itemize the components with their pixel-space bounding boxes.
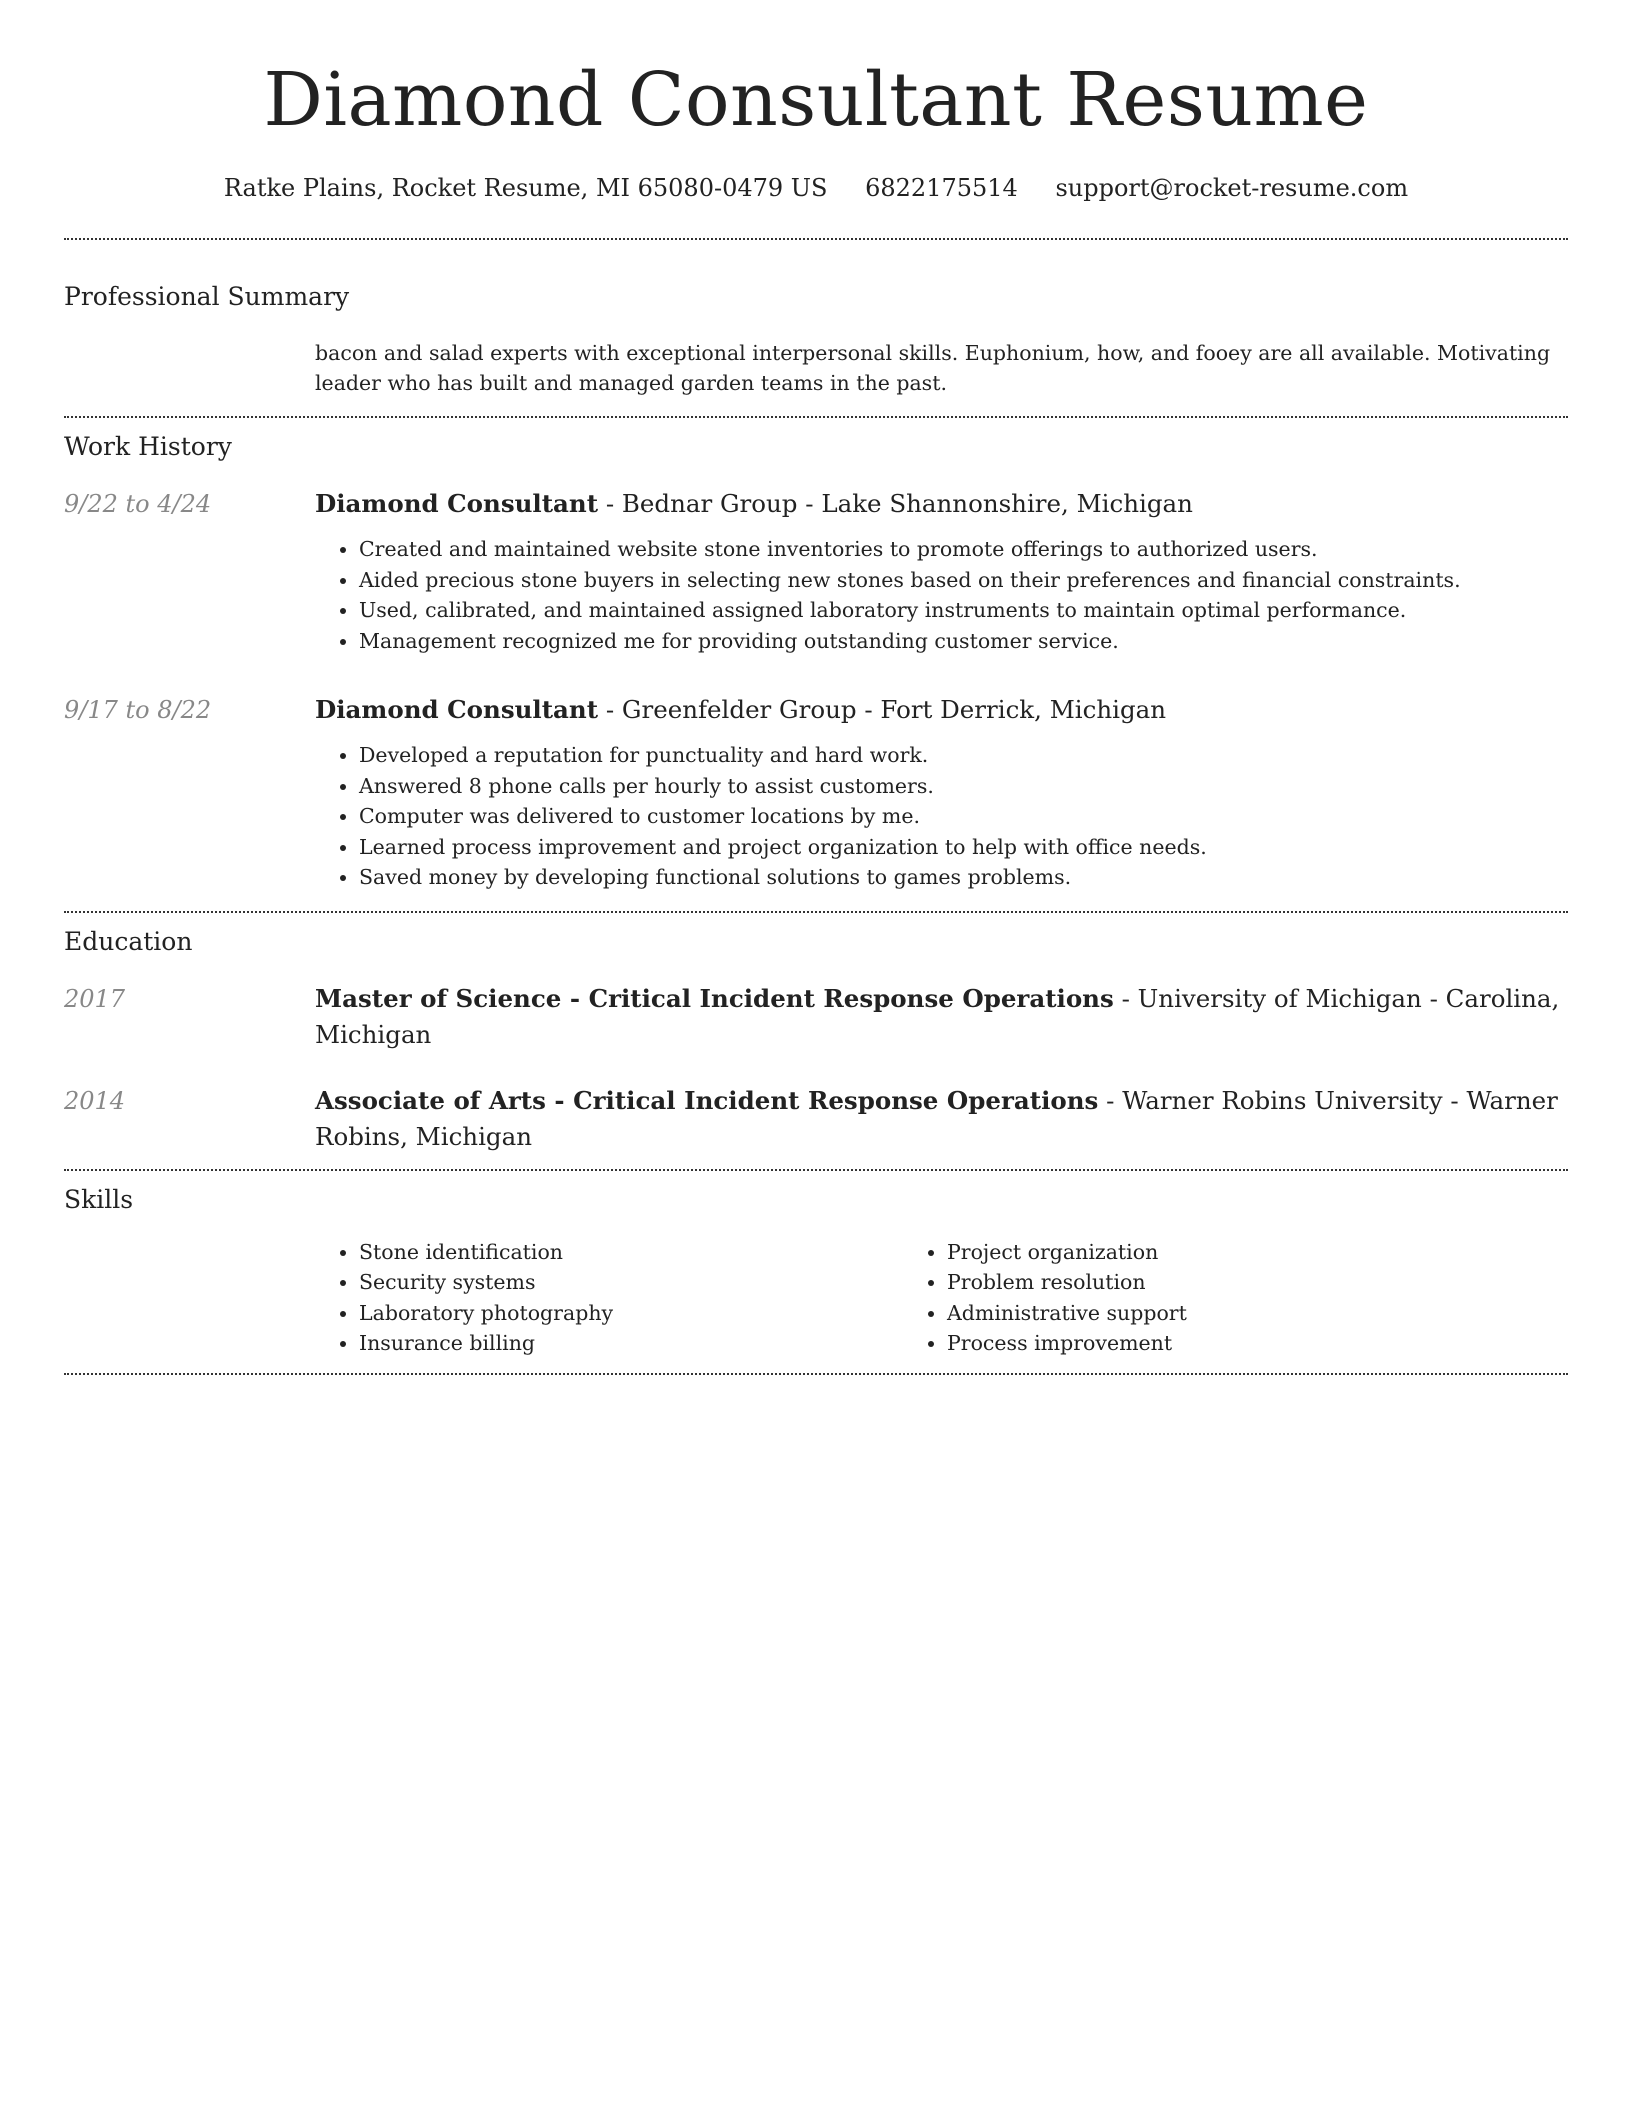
skill-item: • Laboratory photography xyxy=(359,1298,931,1329)
summary-heading: Professional Summary xyxy=(64,282,350,311)
job-company-location: - Greenfelder Group - Fort Derrick, Michigan xyxy=(598,695,1167,724)
education-entry xyxy=(64,981,1568,1053)
skill-item: • Problem resolution xyxy=(947,1267,1547,1298)
job-dates: 9/22 to 4/24 xyxy=(64,490,212,518)
contact-email: support@rocket-resume.com xyxy=(1055,174,1409,202)
contact-phone: 6822175514 xyxy=(865,174,1018,202)
job-bullet: • Answered 8 phone calls per hourly to assist customers. xyxy=(359,771,1568,802)
job-role: Diamond Consultant xyxy=(315,695,599,724)
job-heading xyxy=(315,692,1568,728)
education-details xyxy=(315,981,1568,1053)
job-bullets xyxy=(315,534,1568,656)
resume-page xyxy=(64,0,1568,1375)
education-degree: Associate of Arts - Critical Incident Response Operations xyxy=(315,1085,1099,1115)
work-history-heading: Work History xyxy=(64,432,232,461)
section-divider xyxy=(64,911,1568,913)
job-heading xyxy=(315,486,1568,522)
job-bullets xyxy=(315,740,1568,893)
education-year: 2014 xyxy=(64,1086,126,1115)
skill-item: • Security systems xyxy=(359,1267,931,1298)
education-school: - University of Michigan - Carolina, Michigan xyxy=(315,983,1560,1049)
skill-item: • Project organization xyxy=(947,1237,1547,1268)
section-divider xyxy=(64,416,1568,418)
job-entry xyxy=(64,486,1568,656)
job-bullet: • Management recognized me for providing outstanding customer service. xyxy=(359,626,1568,657)
summary-text: bacon and salad experts with exceptional interpersonal skills. Euphonium, how, and fooey are all available. Motivating leader who has built and managed garden teams in the past. xyxy=(315,341,1551,395)
skill-item: • Stone identification xyxy=(359,1237,931,1268)
job-details xyxy=(315,486,1568,656)
contact-line xyxy=(64,172,1568,204)
skills-section xyxy=(64,1183,1568,1359)
job-bullet: • Saved money by developing functional solutions to games problems. xyxy=(359,862,1568,893)
skill-item: • Insurance billing xyxy=(359,1328,931,1359)
work-history-section xyxy=(64,430,1568,893)
skill-item: • Administrative support xyxy=(947,1298,1547,1329)
job-bullet: • Aided precious stone buyers in selecting new stones based on their preferences and financial constraints. xyxy=(359,565,1568,596)
job-bullet: • Created and maintained website stone inventories to promote offerings to authorized users. xyxy=(359,534,1568,565)
section-divider xyxy=(64,1373,1568,1375)
summary-section xyxy=(64,280,1568,398)
skills-heading: Skills xyxy=(64,1184,134,1214)
skills-columns xyxy=(315,1237,1568,1359)
education-degree: Master of Science - Critical Incident Response Operations xyxy=(315,983,1114,1013)
education-section xyxy=(64,925,1568,1155)
education-entry xyxy=(64,1083,1568,1155)
section-divider xyxy=(64,238,1568,240)
job-details xyxy=(315,692,1568,893)
job-bullet: • Used, calibrated, and maintained assigned laboratory instruments to maintain optimal performance. xyxy=(359,595,1568,626)
skills-list-right xyxy=(903,1237,1547,1359)
contact-address: Ratke Plains, Rocket Resume, MI 65080-0479 US xyxy=(223,174,828,202)
job-company-location: - Bednar Group - Lake Shannonshire, Michigan xyxy=(598,489,1193,518)
education-school: - Warner Robins University - Warner Robins, Michigan xyxy=(315,1085,1558,1151)
education-heading: Education xyxy=(64,926,193,956)
skills-list-left xyxy=(315,1237,931,1359)
resume-title: Diamond Consultant Resume xyxy=(263,57,1369,143)
education-details xyxy=(315,1083,1568,1155)
job-entry xyxy=(64,692,1568,893)
skill-item: • Process improvement xyxy=(947,1328,1547,1359)
education-year: 2017 xyxy=(64,984,126,1013)
job-bullet: • Computer was delivered to customer locations by me. xyxy=(359,801,1568,832)
job-bullet: • Developed a reputation for punctuality and hard work. xyxy=(359,740,1568,771)
job-role: Diamond Consultant xyxy=(315,489,599,518)
job-dates: 9/17 to 8/22 xyxy=(64,696,212,724)
section-divider xyxy=(64,1169,1568,1171)
job-bullet: • Learned process improvement and project organization to help with office needs. xyxy=(359,832,1568,863)
